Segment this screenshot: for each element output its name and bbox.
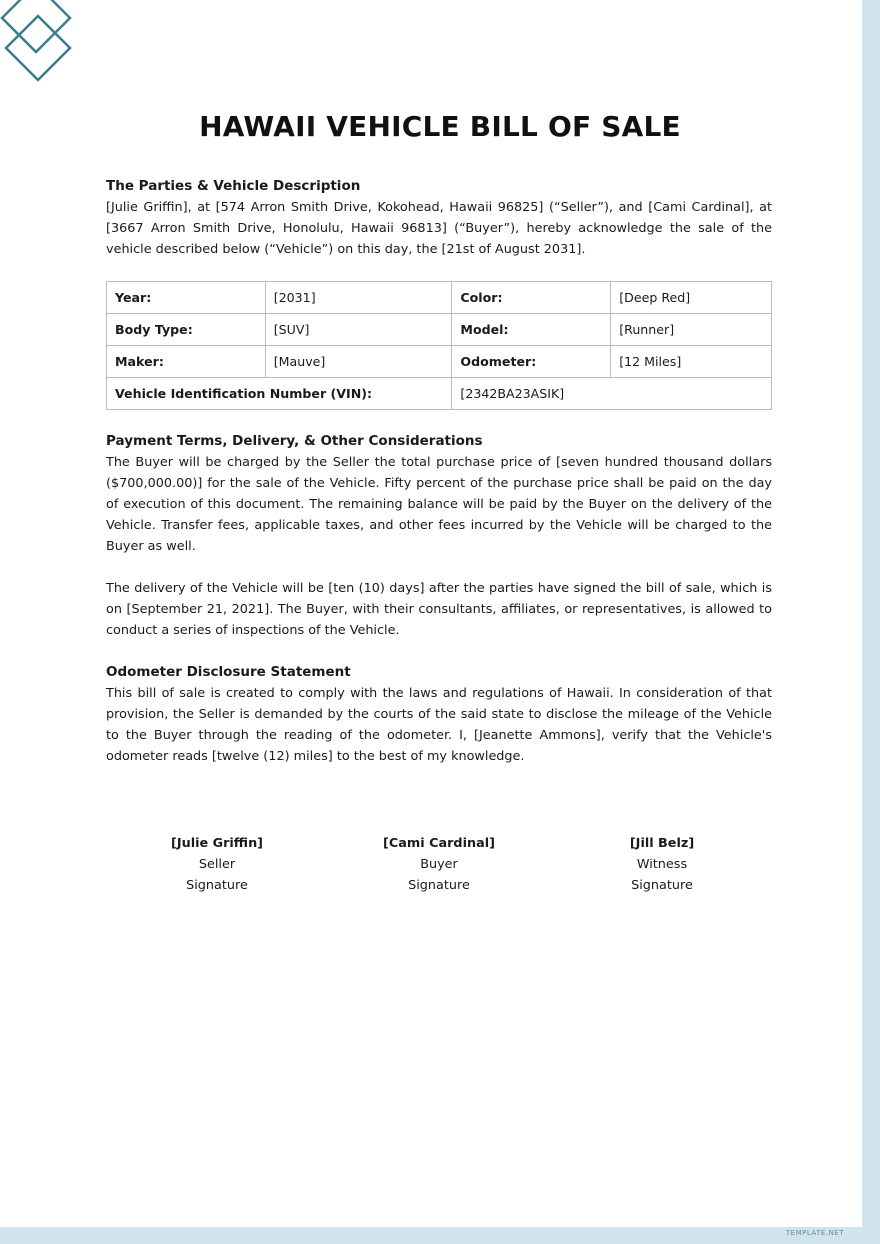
table-row: [107, 378, 772, 410]
parties-paragraph: [Julie Griffin], at [574 Arron Smith Drive, Kokohead, Hawaii 96825] (“Seller”), and [Cami Cardinal], at [3667 Arron Smith Drive, Honolulu, Hawaii 96813] (“Buyer”), hereby acknowledge the sale of the vehicle described below (“Vehicle”) on this day, the [21st of August 2031].: [106, 200, 772, 257]
payment-paragraph-1: The Buyer will be charged by the Seller the total purchase price of [seven hundred thousand dollars ($700,000.00)] for the sale of the Vehicle. Fifty percent of the purchase price shall be paid on the day of execution of this document. The remaining balance will be paid by the Buyer on the delivery of the Vehicle. Transfer fees, applicable taxes, and other fees incurred by the Vehicle will be charged to the Buyer as well.: [106, 455, 772, 554]
vin-label: Vehicle Identification Number (VIN):: [107, 378, 452, 410]
seller-signature: [127, 833, 307, 896]
corner-diamond-decoration: [0, 0, 80, 90]
signature-caption: Signature: [186, 878, 248, 893]
body-type-value: [SUV]: [265, 314, 452, 346]
payment-paragraph-2: The delivery of the Vehicle will be [ten (10) days] after the parties have signed the bill of sale, which is on [September 21, 2021]. The Buyer, with their consultants, affiliates, or representatives, is allowed to conduct a series of inspections of the Vehicle.: [106, 581, 772, 638]
odometer-heading: Odometer Disclosure Statement: [106, 664, 351, 680]
bottom-accent-bar: [0, 1227, 880, 1244]
signature-name: [Jill Belz]: [629, 836, 695, 851]
payment-heading: Payment Terms, Delivery, & Other Considerations: [106, 433, 483, 449]
signature-role: Witness: [636, 857, 688, 872]
signature-role: Buyer: [420, 857, 458, 872]
maker-value: [Mauve]: [265, 346, 452, 378]
table-row: [107, 314, 772, 346]
signature-caption: Signature: [631, 878, 693, 893]
table-row: [107, 346, 772, 378]
odometer-value: [12 Miles]: [611, 346, 772, 378]
witness-signature: [572, 833, 752, 896]
color-label: Color:: [452, 282, 611, 314]
signature-role: Seller: [198, 857, 236, 872]
odometer-paragraph: This bill of sale is created to comply with the laws and regulations of Hawaii. In consideration of that provision, the Seller is demanded by the courts of the said state to disclose the mileage of the Vehicle to the Buyer through the reading of the odometer. I, [Jeanette Ammons], verify that the Vehicle's odometer reads [twelve (12) miles] to the best of my knowledge.: [106, 686, 772, 764]
right-accent-bar: [862, 0, 880, 1244]
table-row: [107, 282, 772, 314]
body-type-label: Body Type:: [107, 314, 266, 346]
color-value: [Deep Red]: [611, 282, 772, 314]
parties-heading: The Parties & Vehicle Description: [106, 178, 361, 194]
signature-name: [Cami Cardinal]: [383, 836, 495, 851]
brand-watermark: TEMPLATE.NET: [785, 1229, 844, 1237]
odometer-label: Odometer:: [452, 346, 611, 378]
buyer-signature: [349, 833, 529, 896]
year-value: [2031]: [265, 282, 452, 314]
vin-value: [2342BA23ASIK]: [452, 378, 772, 410]
document-title: HAWAII VEHICLE BILL OF SALE: [199, 110, 681, 143]
model-value: [Runner]: [611, 314, 772, 346]
year-label: Year:: [107, 282, 266, 314]
model-label: Model:: [452, 314, 611, 346]
document-body: [106, 176, 772, 767]
signature-name: [Julie Griffin]: [170, 836, 264, 851]
maker-label: Maker:: [107, 346, 266, 378]
signature-caption: Signature: [408, 878, 470, 893]
vehicle-table: [106, 281, 772, 410]
